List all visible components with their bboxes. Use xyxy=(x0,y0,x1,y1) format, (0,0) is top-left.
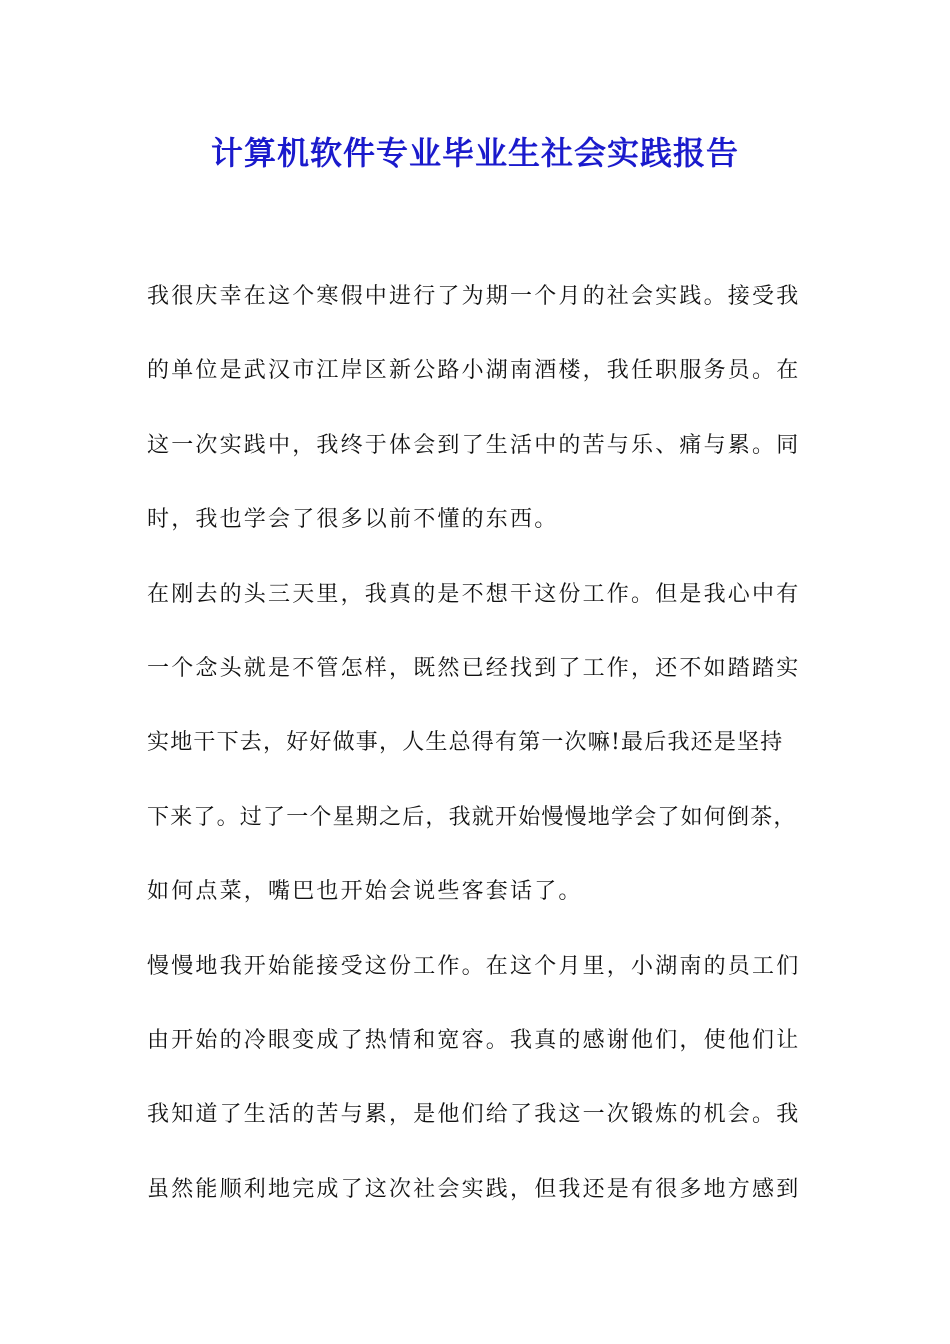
body-line: 慢慢地我开始能接受这份工作。在这个月里，小湖南的员工们 xyxy=(147,953,801,979)
body-line: 我知道了生活的苦与累，是他们给了我这一次锻炼的机会。我 xyxy=(147,1102,801,1128)
body-line: 时，我也学会了很多以前不懂的东西。 xyxy=(147,507,559,533)
body-line: 下来了。过了一个星期之后，我就开始慢慢地学会了如何倒茶， xyxy=(147,804,797,830)
body-line: 在刚去的头三天里，我真的是不想干这份工作。但是我心中有 xyxy=(147,581,801,607)
body-line: 实地干下去，好好做事，人生总得有第一次嘛!最后我还是坚持 xyxy=(147,730,784,756)
document-title: 计算机软件专业毕业生社会实践报告 xyxy=(210,134,739,172)
document-body xyxy=(147,260,813,1227)
body-line: 这一次实践中，我终于体会到了生活中的苦与乐、痛与累。同 xyxy=(147,432,801,458)
body-line: 一个念头就是不管怎样，既然已经找到了工作，还不如踏踏实 xyxy=(147,655,801,681)
body-line: 我很庆幸在这个寒假中进行了为期一个月的社会实践。接受我 xyxy=(147,284,801,309)
body-line: 虽然能顺利地完成了这次社会实践，但我还是有很多地方感到 xyxy=(147,1176,801,1202)
body-line: 如何点菜，嘴巴也开始会说些客套话了。 xyxy=(147,879,583,905)
body-line: 的单位是武汉市江岸区新公路小湖南酒楼，我任职服务员。在 xyxy=(147,358,801,384)
body-line: 由开始的冷眼变成了热情和宽容。我真的感谢他们，使他们让 xyxy=(147,1027,801,1053)
